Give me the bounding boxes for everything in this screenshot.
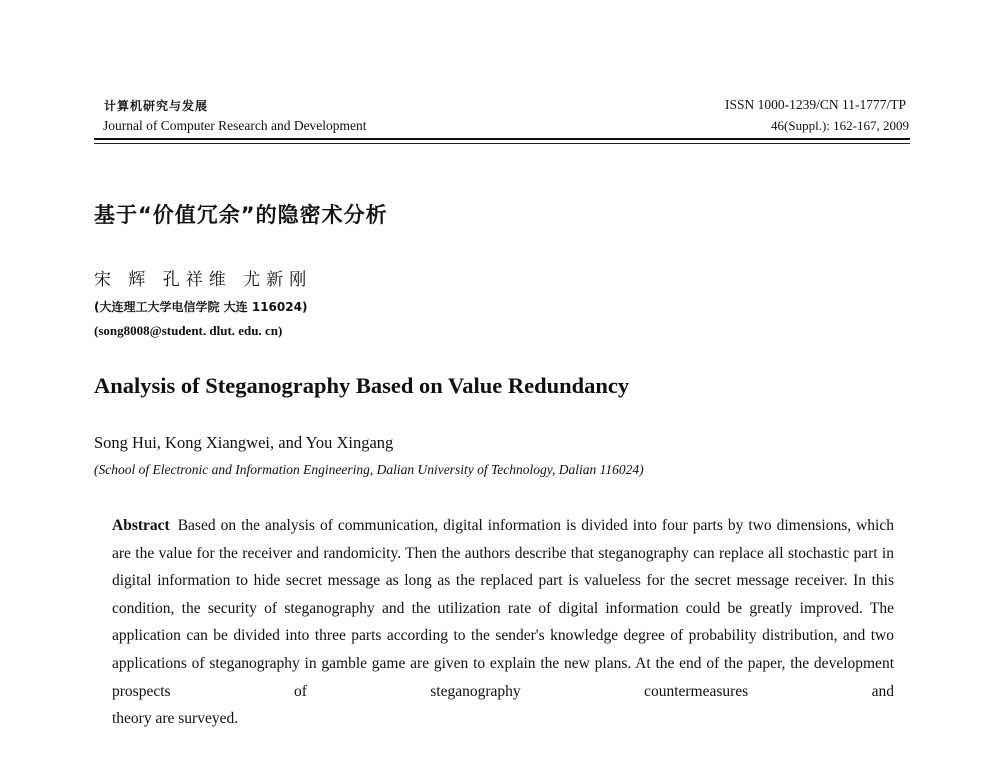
abstract-label: Abstract bbox=[112, 517, 170, 534]
journal-name-en: Journal of Computer Research and Development bbox=[103, 118, 367, 133]
authors-en: Song Hui, Kong Xiangwei, and You Xingang bbox=[94, 433, 394, 452]
abstract-text: Based on the analysis of communication, digital information is divided into four parts by two dimensions, which are the value for the receiver and randomicity. Then the authors describe that steganography can replace all stochastic part in digital information to hide secret message as long as the replaced part is valueless for the secret message receiver. In this condition, the security of steganography and the utilization rate of digital information could be greatly improved. The application can be divided into three parts according to the sender's knowledge degree of probability distribution, and two applications of steganography in gamble game are given to explain the new plans. At the end of the paper, the development prospects of steganography countermeasures and bbox=[112, 517, 894, 700]
title-cn: 基于“价值冗余”的隐密术分析 bbox=[94, 203, 388, 227]
author-email: (song8008@student. dlut. edu. cn) bbox=[94, 323, 283, 338]
abstract-block bbox=[112, 512, 894, 733]
header-rule-thick bbox=[94, 138, 910, 140]
header-rule-thin bbox=[94, 143, 910, 144]
volume-line: 46(Suppl.): 162-167, 2009 bbox=[771, 118, 909, 133]
affiliation-en: (School of Electronic and Information Engineering, Dalian University of Technology, Dalian 116024) bbox=[94, 462, 644, 477]
title-en: Analysis of Steganography Based on Value Redundancy bbox=[94, 373, 630, 398]
authors-cn: 宋 辉 孔祥维 尤新刚 bbox=[94, 270, 313, 290]
affiliation-cn: (大连理工大学电信学院 大连 116024) bbox=[94, 300, 308, 314]
abstract-last-line: theory are surveyed. bbox=[112, 710, 239, 728]
journal-name-cn: 计算机研究与发展 bbox=[104, 99, 209, 113]
issn-line: ISSN 1000-1239/CN 11-1777/TP bbox=[724, 97, 906, 112]
